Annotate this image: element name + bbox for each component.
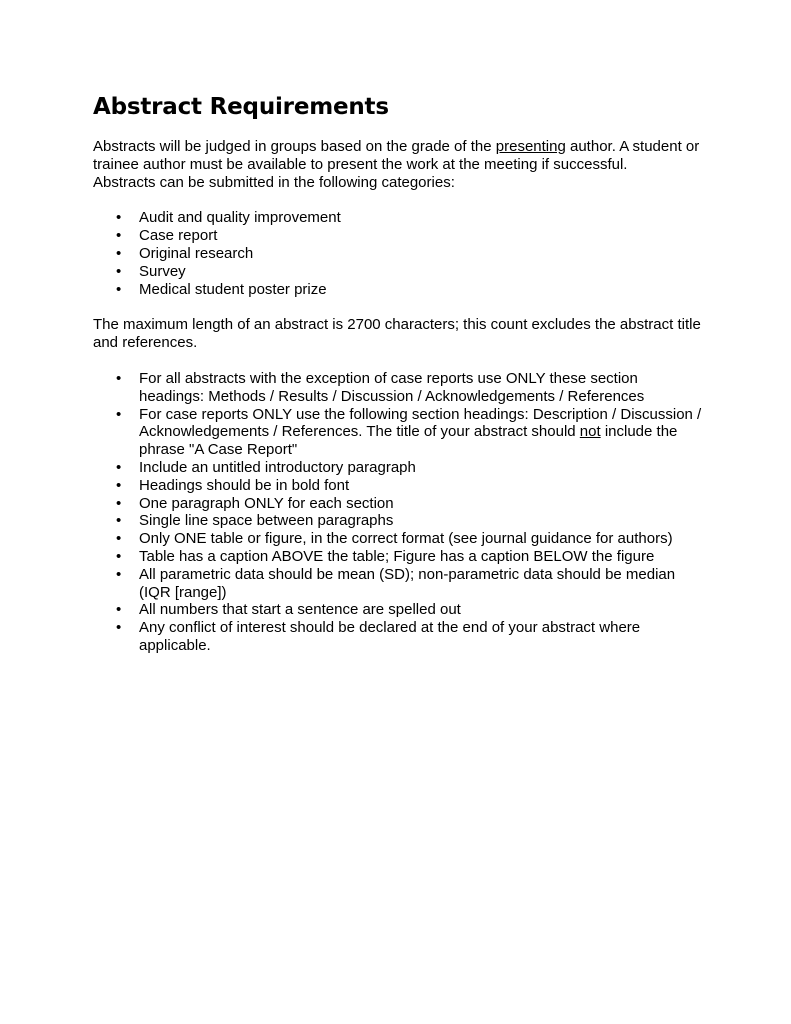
list-item-text: Case report — [139, 227, 218, 245]
list-item-text: Include an untitled introductory paragraph — [139, 458, 416, 476]
bullet-icon: • — [116, 512, 122, 530]
list-item-text: Any conflict of interest should be declared at the end of your abstract where applicable. — [139, 619, 641, 654]
bullet-icon: • — [116, 530, 122, 548]
spacer — [93, 298, 703, 316]
spacer — [93, 352, 703, 370]
list-item-text: Original research — [139, 244, 254, 262]
rules-list — [93, 370, 703, 655]
bullet-icon: • — [116, 262, 122, 280]
length-paragraph: The maximum length of an abstract is 2700 characters; this count excludes the abstract title and references. — [93, 316, 701, 352]
list-item — [93, 548, 703, 566]
list-item — [93, 530, 703, 548]
list-item-text: For case reports ONLY use the following section headings: Description / Discussion / Acknowledgements / References. The title of your abstract should — [139, 405, 702, 441]
bullet-icon: • — [116, 619, 122, 637]
list-item — [93, 209, 703, 227]
list-item-text: Single line space between paragraphs — [139, 512, 394, 530]
document-page — [93, 92, 703, 655]
page-title: Abstract Requirements — [93, 94, 389, 120]
bullet-icon: • — [116, 476, 122, 494]
bullet-icon: • — [116, 547, 122, 565]
bullet-icon: • — [116, 494, 122, 512]
list-item — [93, 495, 703, 513]
list-item-text: Audit and quality improvement — [139, 209, 341, 227]
list-item — [93, 512, 703, 530]
intro-text: Abstracts will be judged in groups based on the grade of the — [93, 138, 496, 155]
list-item — [93, 370, 703, 406]
bullet-icon: • — [116, 565, 122, 583]
bullet-icon: • — [116, 280, 122, 298]
list-item-text: For all abstracts with the exception of case reports use ONLY these section headings: Methods / Results / Discussion / Acknowledgements / References — [139, 369, 645, 405]
list-item-text: Medical student poster prize — [139, 280, 327, 298]
list-item — [93, 406, 703, 459]
categories-list — [93, 209, 703, 298]
list-item-text: Only ONE table or figure, in the correct format (see journal guidance for authors) — [139, 530, 673, 548]
bullet-icon: • — [116, 209, 122, 227]
list-item-text: Headings should be in bold font — [139, 476, 350, 494]
list-item-text-continued: include the phrase "A Case Report" — [139, 423, 678, 459]
intro-text-continued: author. A student or trainee author must be available to present the work at the meeting if successful. — [93, 138, 700, 173]
list-item-text: Survey — [139, 262, 186, 280]
intro-paragraph — [93, 138, 703, 174]
list-item — [93, 245, 703, 263]
list-item — [93, 227, 703, 245]
list-item-text: All numbers that start a sentence are spelled out — [139, 601, 461, 619]
list-item — [93, 263, 703, 281]
bullet-icon: • — [116, 601, 122, 619]
list-item — [93, 619, 703, 655]
bullet-icon: • — [116, 458, 122, 476]
underlined-word: not — [579, 423, 601, 441]
list-item — [93, 601, 703, 619]
bullet-icon: • — [116, 244, 122, 262]
bullet-icon: • — [116, 405, 122, 423]
categories-intro: Abstracts can be submitted in the following categories: — [93, 173, 455, 191]
intro-underlined-word: presenting — [495, 138, 566, 155]
list-item-text: All parametric data should be mean (SD); non-parametric data should be median (IQR [range]) — [139, 565, 676, 601]
list-item-text: Table has a caption ABOVE the table; Figure has a caption BELOW the figure — [139, 547, 655, 565]
list-item — [93, 459, 703, 477]
bullet-icon: • — [116, 227, 122, 245]
bullet-icon: • — [116, 369, 122, 387]
spacer — [93, 191, 703, 209]
list-item — [93, 281, 703, 299]
list-item-text: One paragraph ONLY for each section — [139, 494, 394, 512]
list-item — [93, 477, 703, 495]
list-item — [93, 566, 703, 602]
